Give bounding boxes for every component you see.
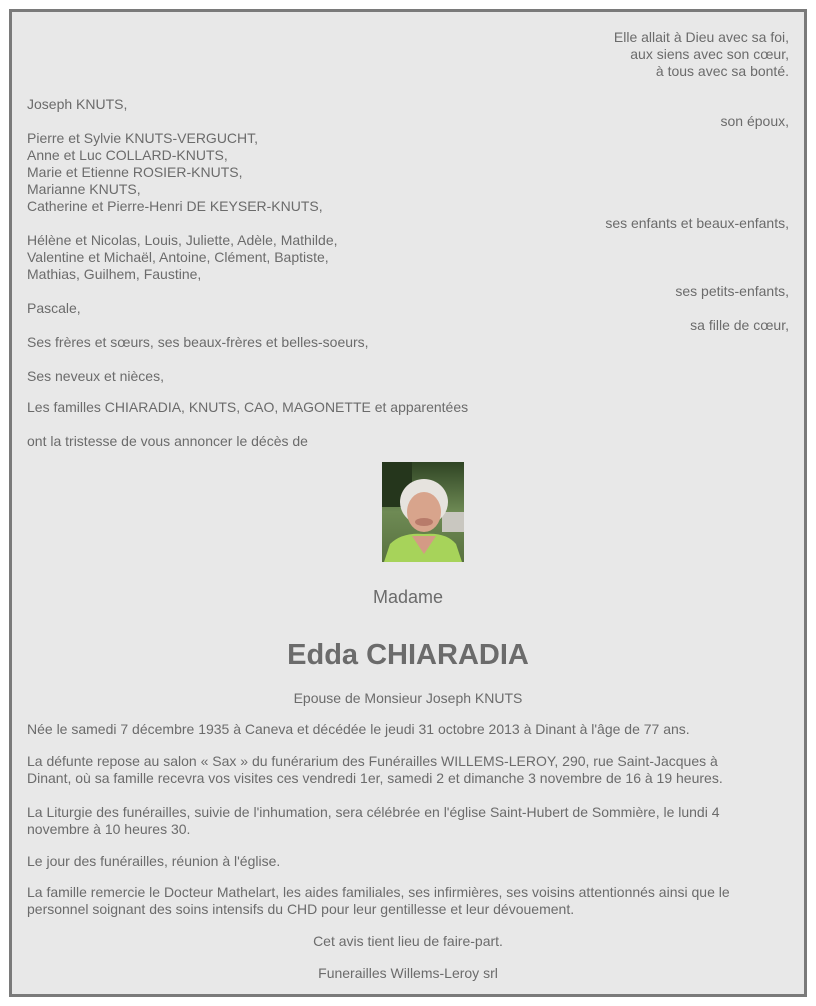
- children-role: ses enfants et beaux-enfants,: [605, 215, 789, 231]
- portrait-photo: [382, 462, 464, 562]
- spouse-line: Epouse de Monsieur Joseph KNUTS: [293, 690, 523, 706]
- heart-daughter-role: sa fille de cœur,: [690, 317, 789, 333]
- nephews-line: Ses neveux et nièces,: [27, 368, 164, 384]
- spouse-name: Joseph KNUTS,: [27, 96, 128, 112]
- child-name: Catherine et Pierre-Henri DE KEYSER-KNUTS,: [27, 198, 323, 214]
- visitation-line: La défunte repose au salon « Sax » du funérarium des Funérailles WILLEMS-LEROY, 290, rue Saint-Jacques à: [27, 753, 718, 769]
- notice-line: Cet avis tient lieu de faire-part.: [313, 933, 503, 949]
- child-name: Pierre et Sylvie KNUTS-VERGUCHT,: [27, 130, 259, 146]
- funeral-home-line: Funerailles Willems-Leroy srl: [318, 965, 498, 981]
- siblings-line: Ses frères et sœurs, ses beaux-frères et belles-soeurs,: [27, 334, 369, 350]
- heart-daughter-name: Pascale,: [27, 300, 81, 316]
- epigraph: [27, 29, 789, 80]
- grandchildren-role: ses petits-enfants,: [675, 283, 789, 299]
- child-name: Marianne KNUTS,: [27, 181, 141, 197]
- spouse-role: son époux,: [720, 113, 789, 129]
- visitation-paragraph: [27, 753, 789, 787]
- liturgy-line: La Liturgie des funérailles, suivie de l'inhumation, sera célébrée en l'église Saint-Hubert de Sommière, le lundi 4: [27, 804, 720, 820]
- visitation-line: Dinant, où sa famille recevra vos visites ces vendredi 1er, samedi 2 et dimanche 3 novembre de 16 à 19 heures.: [27, 770, 723, 786]
- epigraph-line: aux siens avec son cœur,: [630, 46, 789, 62]
- epigraph-line: à tous avec sa bonté.: [655, 63, 789, 79]
- obituary-frame: [9, 9, 807, 997]
- birth-death-line: Née le samedi 7 décembre 1935 à Caneva et décédée le jeudi 31 octobre 2013 à Dinant à l'âge de 77 ans.: [27, 721, 690, 737]
- announcement-line: ont la tristesse de vous annoncer le décès de: [27, 433, 308, 449]
- thanks-line: La famille remercie le Docteur Mathelart, les aides familiales, ses infirmières, ses voisins attentionnés ainsi que le: [27, 884, 730, 900]
- reunion-line: Le jour des funérailles, réunion à l'église.: [27, 853, 281, 869]
- grandchildren-line: Valentine et Michaël, Antoine, Clément, Baptiste,: [27, 249, 329, 265]
- grandchildren-list: [27, 232, 789, 283]
- child-name: Anne et Luc COLLARD-KNUTS,: [27, 147, 228, 163]
- salutation: Madame: [372, 587, 444, 607]
- thanks-line: personnel soignant des soins intensifs du CHD pour leur gentillesse et leur dévouement.: [27, 901, 575, 917]
- families-line: Les familles CHIARADIA, KNUTS, CAO, MAGONETTE et apparentées: [27, 399, 469, 415]
- epigraph-line: Elle allait à Dieu avec sa foi,: [613, 29, 789, 45]
- liturgy-paragraph: [27, 804, 789, 838]
- children-list: [27, 130, 789, 215]
- child-name: Marie et Etienne ROSIER-KNUTS,: [27, 164, 243, 180]
- thanks-paragraph: [27, 884, 789, 918]
- deceased-name: Edda CHIARADIA: [287, 639, 529, 671]
- grandchildren-line: Hélène et Nicolas, Louis, Juliette, Adèle, Mathilde,: [27, 232, 338, 248]
- liturgy-line: novembre à 10 heures 30.: [27, 821, 191, 837]
- portrait-image: [382, 462, 464, 562]
- grandchildren-line: Mathias, Guilhem, Faustine,: [27, 266, 202, 282]
